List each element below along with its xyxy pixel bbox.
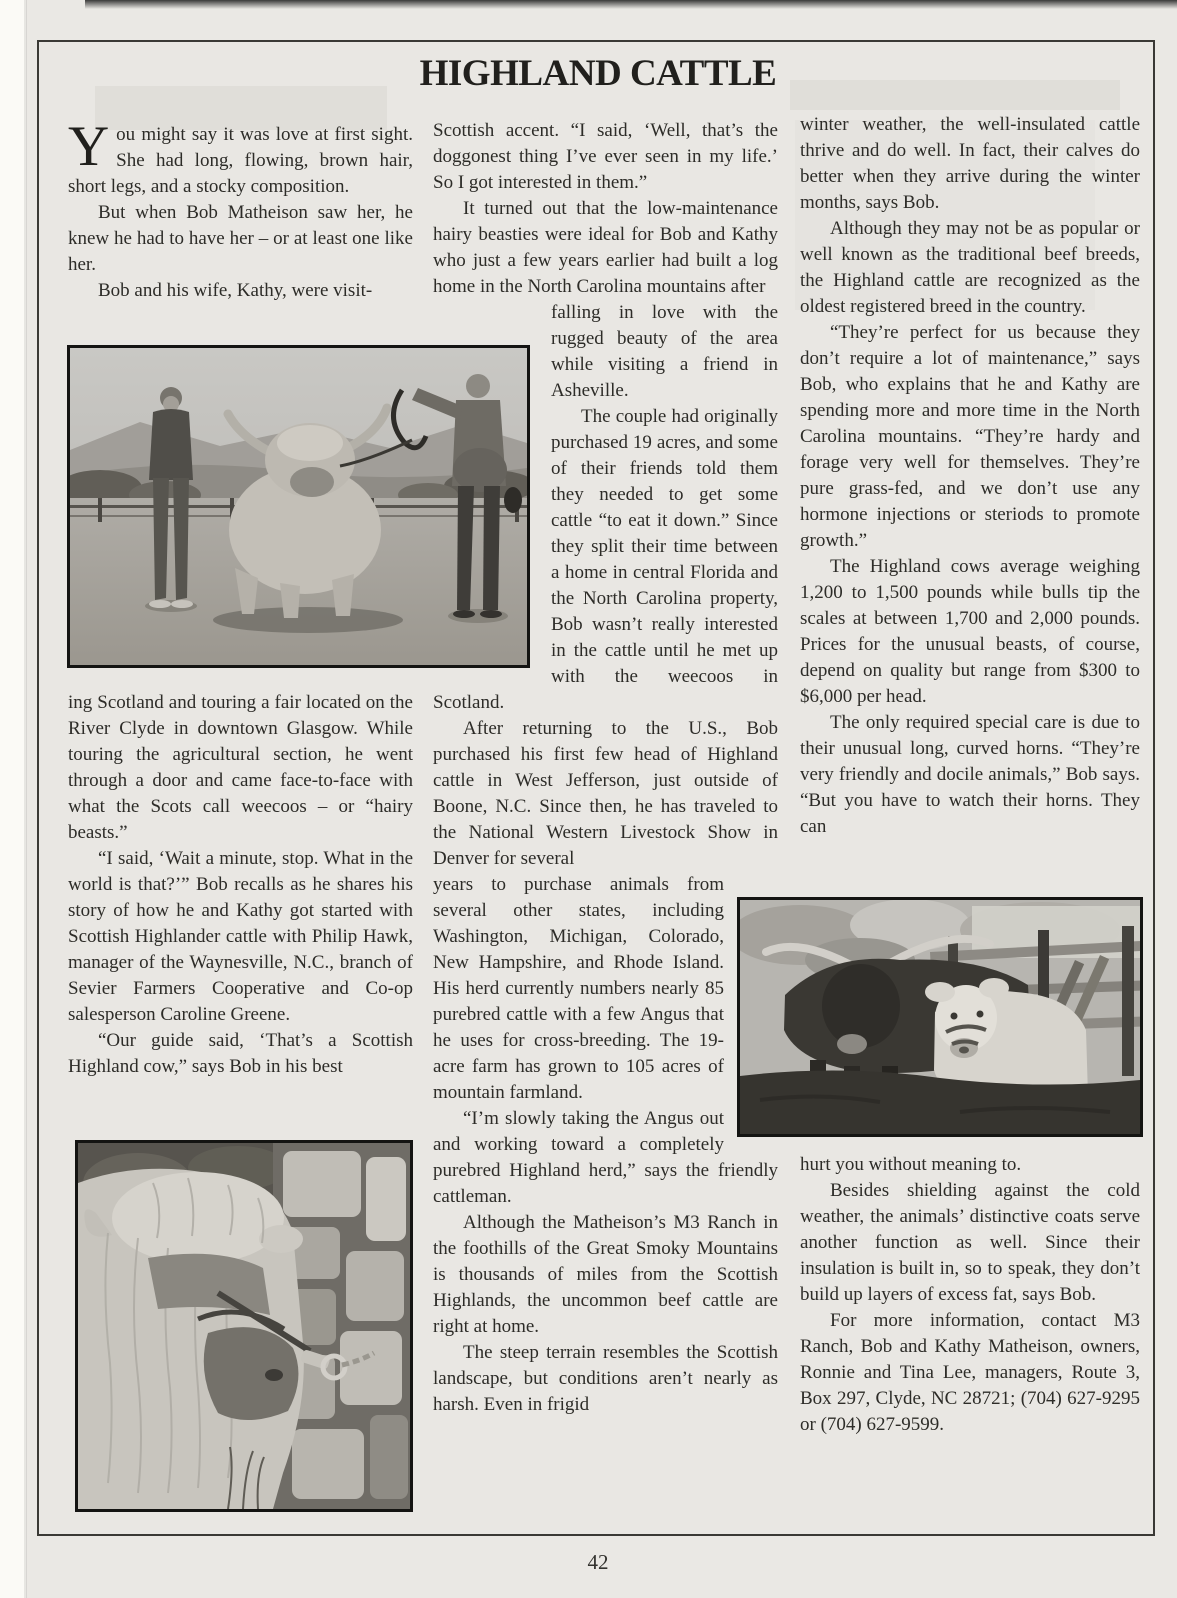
- calf-ear: [979, 978, 1009, 998]
- paragraph: The only required special care is due to their unusual long, curved horns. “They’re very friendly and docile animals,” Bob says. “But you have to watch their horns. They can: [800, 712, 1140, 837]
- forelock: [112, 1172, 284, 1264]
- paragraph: ing Scotland and touring a fair located on the River Clyde in downtown Glasgow. While touring the agricultural section, he went through a door and came face-to-face with what the Scots call weecoos – or “hairy beasts.”: [68, 692, 413, 843]
- paragraph: The Highland cows average weighing 1,200 to 1,500 pounds while bulls tip the scales at between 1,700 and 2,000 pounds. Prices for the unusual beasts, of course, depend on quality but range from $300 to $6,000 per head.: [800, 556, 1140, 707]
- page-number: 42: [587, 1550, 609, 1574]
- paragraph: For more information, contact M3 Ranch, Bob and Kathy Matheison, owners, Ronnie and Tina Lee, managers, Route 3, Box 297, Clyde, NC 28721; (704) 627-9295 or (704) 627-9599.: [800, 1310, 1140, 1435]
- paragraph: After returning to the U.S., Bob purchased his first few head of Highland cattle in West Jefferson, just outside of Boone, N.C. Since then, he has traveled to the National Western Livestock Show in Denver for several: [433, 718, 778, 869]
- paper-edge-shadow: [24, 0, 27, 1598]
- muzzle: [204, 1327, 299, 1420]
- paragraph: “I said, ‘Wait a minute, stop. What in the world is that?’” Bob recalls as he shares his story of how he and Kathy got started with Scottish Highlander cattle with Philip Hawk, manager of the Waynesville, N.C., branch of Sevier Farmers Cooperative and Co-op salesperson Caroline Greene.: [68, 848, 413, 1025]
- paragraph: But when Bob Matheison saw her, he knew he had to have her – or at least one like her.: [68, 202, 413, 275]
- nostril: [265, 1369, 283, 1381]
- paragraph: The steep terrain resembles the Scottish landscape, but conditions aren’t nearly as harsh. Even in frigid: [433, 1342, 778, 1415]
- cow-closeup-illustration: [78, 1143, 410, 1509]
- column-1-intro: [68, 115, 413, 304]
- shaggy-cow-head: [78, 1169, 304, 1509]
- cow-face: [822, 964, 900, 1048]
- photo-highland-cow-closeup: [75, 1140, 413, 1512]
- paragraph: hurt you without meaning to.: [800, 1154, 1022, 1175]
- paragraph: falling in love with the rugged beauty of the area while visiting a friend in Asheville.: [551, 302, 778, 401]
- paragraph: winter weather, the well-insulated cattle thrive and do well. In fact, their calves do better when they arrive during the winter months, says Bob.: [800, 114, 1140, 213]
- cow-muzzle: [837, 1034, 867, 1054]
- photo-cow-and-calf: [737, 897, 1143, 1137]
- column-3-bottom: [800, 1152, 1140, 1438]
- scan-top-shadow: [85, 0, 1177, 9]
- calf-ear: [925, 982, 955, 1002]
- cow-and-calf-illustration: [740, 900, 1140, 1134]
- paragraph: Besides shielding against the cold weather, the animals’ distinctive coats serve another function as well. Since their insulation is built in, so to speak, they don’t build up layers of excess fat, says Bob.: [800, 1180, 1140, 1305]
- photo-1-wrap-spacer: [433, 300, 551, 682]
- paragraph: “They’re perfect for us because they don’t require a lot of maintenance,” says Bob, who explains that he and Kathy are spending more and more time in the North Carolina mountains. “They’re hardy and forage very well for themselves. They’re pure grass-fed, and we don’t use any hormone injections or steriods to promote growth.”: [800, 322, 1140, 551]
- paragraph: Although the Matheison’s M3 Ranch in the foothills of the Great Smoky Mountains is thousands of miles from the Scottish Highlands, the uncommon beef cattle are right at home.: [433, 1212, 778, 1337]
- column-1-continued: [68, 690, 413, 1080]
- paragraph: You might say it was love at first sight. She had long, flowing, brown hair, short legs, and a stocky composition.: [68, 115, 413, 197]
- column-2-part-a: [433, 118, 778, 300]
- paragraph: Bob and his wife, Kathy, were visit-: [98, 280, 373, 301]
- paragraph: The couple had originally purchased 19 acres, and some of their friends told them they needed to get some cattle “to eat it down.” Since they split their time between a home in central Florida and the North Carolina property, Bob wasn’t really interested in the cattle until he met up with the weecoos in Scotland.: [433, 406, 778, 713]
- paragraph: “Our guide said, ‘That’s a Scottish Highland cow,” says Bob in his best: [68, 1030, 413, 1077]
- article-title: HIGHLAND CATTLE: [419, 53, 777, 94]
- paragraph: years to purchase animals from several other states, including Washington, Michigan, Colorado, New Hampshire, and Rhode Island. His herd currently numbers nearly 85 purebred cattle with a few Angus that he uses for cross-breeding. The 19-acre farm has grown to 105 acres of mountain farmland.: [433, 874, 724, 1103]
- column-2: [433, 118, 778, 1418]
- paragraph: Although they may not be as popular or well known as the traditional beef breeds, the Highland cattle are recognized as the oldest registered breed in the country.: [800, 218, 1140, 317]
- paragraph: It turned out that the low-maintenance hairy beasties were ideal for Bob and Kathy who just a few years earlier had built a log home in the North Carolina mountains after: [433, 198, 778, 297]
- dropcap-letter: Y: [68, 115, 110, 178]
- paragraph: “I’m slowly taking the Angus out and working toward a completely purebred Highland herd,” says the friendly cattleman.: [433, 1108, 778, 1207]
- column-3-top: [800, 112, 1140, 840]
- ear: [259, 1225, 303, 1253]
- paragraph: Scottish accent. “I said, ‘Well, that’s the doggonest thing I’ve ever seen in my life.’ So I got interested in them.”: [433, 120, 778, 193]
